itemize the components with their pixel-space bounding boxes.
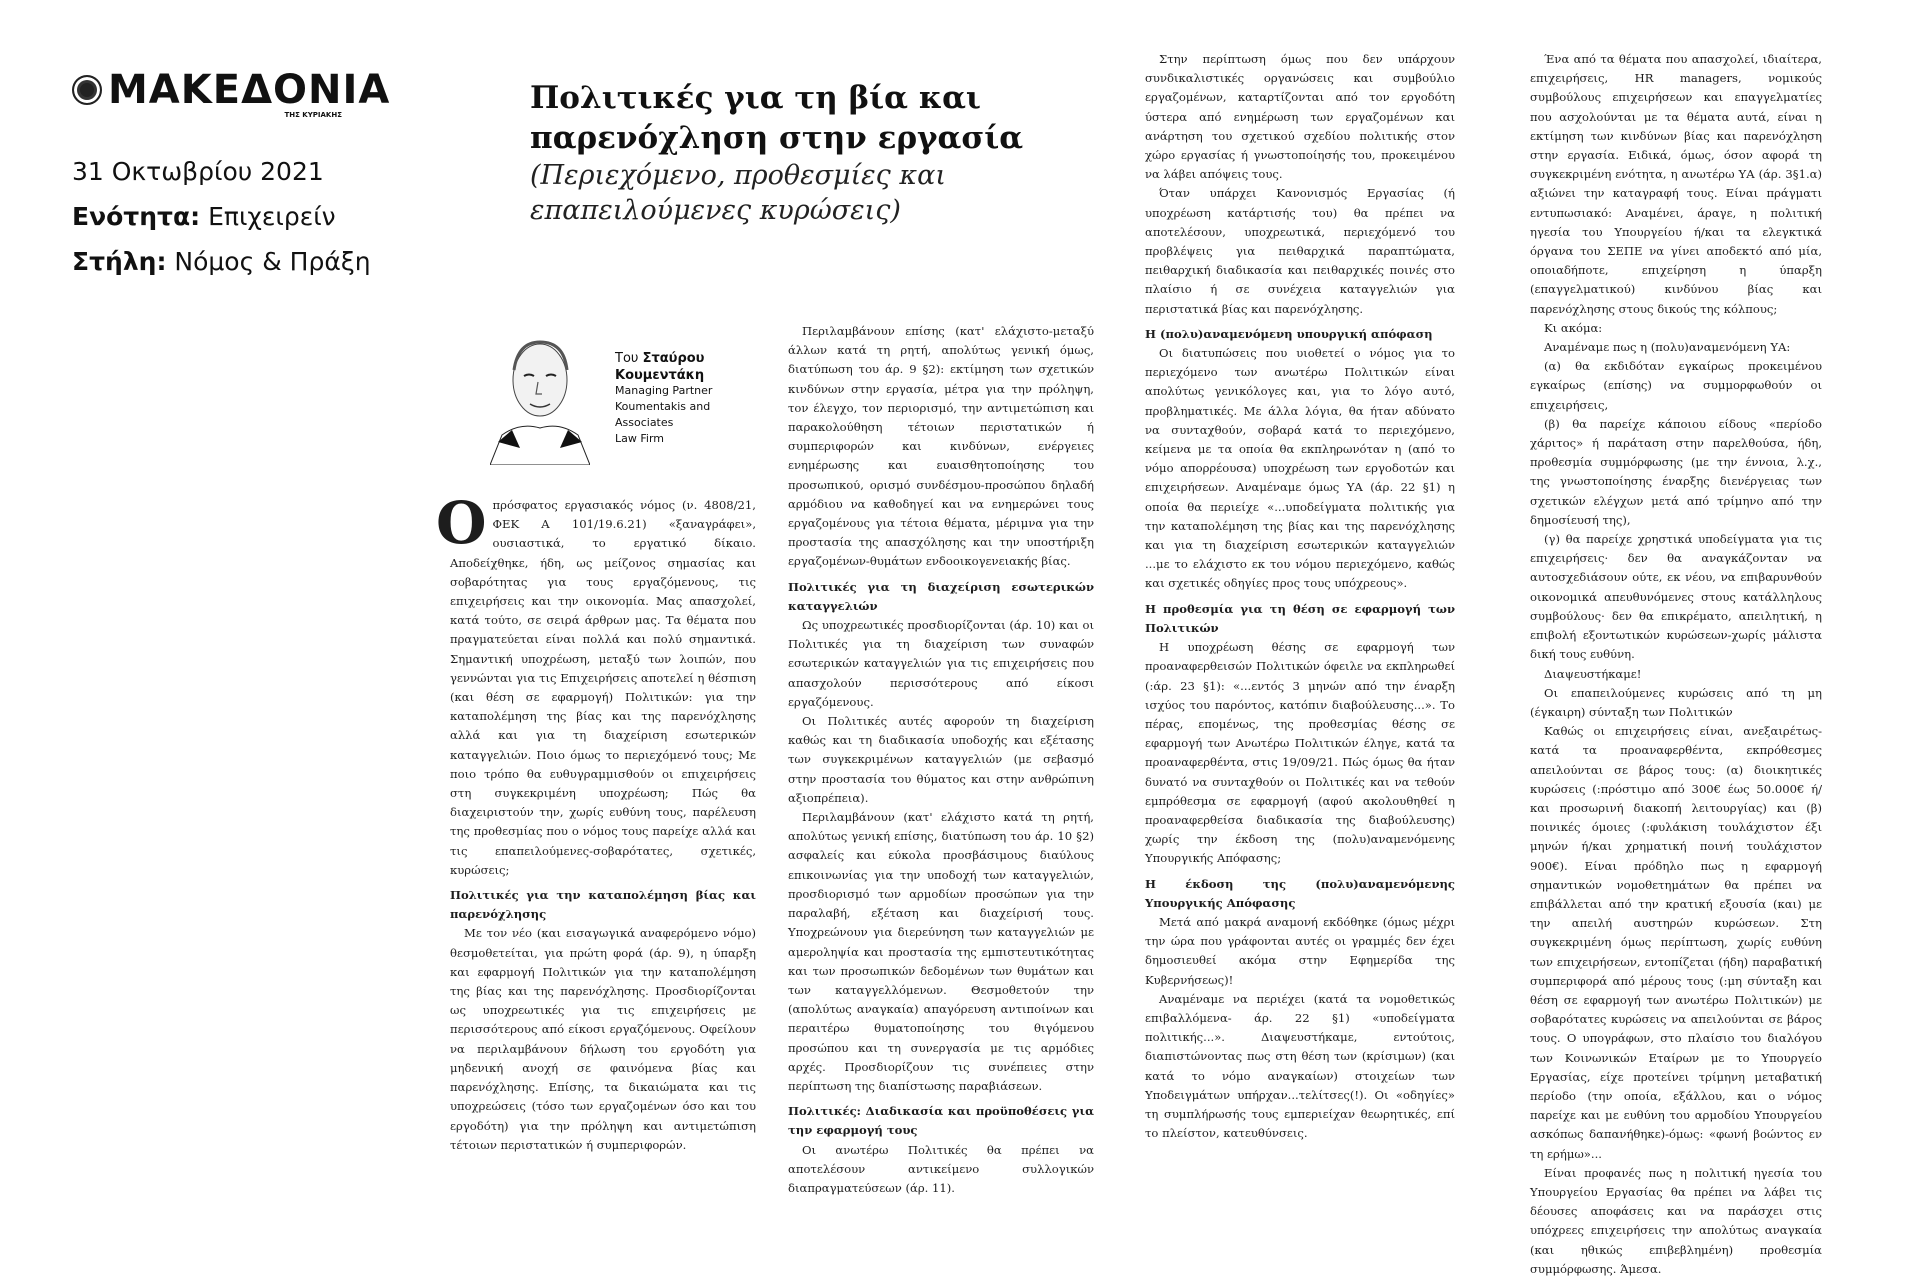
column-label: Στήλη: <box>72 247 167 276</box>
paragraph: Ένα από τα θέματα που απασχολεί, ιδιαίτερα, επιχειρήσεις, HR managers, νομικούς συμβούλους επιχειρήσεων και επαγγελματίες που ασχολούνται με τα θέματα αυτά, είναι η εκτίμηση των κινδύνων βίας και παρενόχληση στην εργασία. Ειδικά, όμως, όσον αφορά τη συγκεκριμένη ενότητα, η ανωτέρω ΥΑ (άρ. 3§1.α) αξιώνει την καταγραφή τους. Είναι πράγματι εντυπωσιακό: Αναμένει, άραγε, η πολιτική ηγεσία του Υπουργείου ή/και τα ελεγκτικά όργανα του ΣΕΠΕ να γίνει αποδεκτό από μία, οποιαδήποτε, επιχείρηση η ύπαρξη (επαγγελματικού) κινδύνου βίας και παρενόχλησης στους δικούς της κόλπους; <box>1530 52 1822 316</box>
logo-text: ΜΑΚΕΔΟΝΙΑ <box>108 67 391 113</box>
paragraph: Με τον νέο (και εισαγωγικά αναφερόμενο νόμο) θεσμοθετείται, για πρώτη φορά (άρ. 9), η ύπαρξη και εφαρμογή Πολιτικών για την καταπολέμηση της βίας και της παρενόχλησης. Προσδιορίζονται ως υποχρεωτικές για τις επιχειρήσεις με περισσότερους από είκοσι εργαζόμενους. Οφείλουν να περιλαμβάνουν δήλωση του εργοδότη για μηδενική ανοχή σε φαινόμενα βίας και παρενόχλησης. Επίσης, τα δικαιώματα και τις υποχρεώσεις (τόσο των εργαζομένων όσο και του εργοδότη) για την πρόληψη και αντιμετώπιση τέτοιων περιστατικών ή συμπεριφορών. <box>450 926 756 1152</box>
article-column-4 <box>1530 50 1822 1279</box>
author-block <box>470 330 800 505</box>
subheading: Πολιτικές για την καταπολέμηση βίας και παρενόχλησης <box>450 888 756 922</box>
paragraph: Μετά από μακρά αναμονή εκδόθηκε (όμως μέχρι την ώρα που γράφονται αυτές οι γραμμές δεν έχει δημοσιευθεί ακόμα στην Εφημερίδα της Κυβερνήσεως)! <box>1145 914 1455 987</box>
lead-paragraph <box>436 489 756 880</box>
subheading: Πολιτικές: Διαδικασία και προϋποθέσεις για την εφαρμογή τους <box>788 1104 1094 1138</box>
author-role-1: Managing Partner <box>615 384 713 397</box>
section-value: Επιχειρείν <box>208 202 336 231</box>
subheading: Πολιτικές για τη διαχείριση εσωτερικών καταγγελιών <box>788 579 1094 613</box>
article-column-2 <box>788 322 1094 1198</box>
paragraph: Όταν υπάρχει Κανονισμός Εργασίας (ή υποχρέωση κατάρτισής του) θα πρέπει να αποτελέσουν, υποχρεωτικά, περιεχόμενό του προβλέψεις για πειθαρχικά παραπτώματα, πειθαρχική διαδικασία και πειθαρχικές ποινές στο πλαίσιο ή σε συνέχεια καταγγελιών για περιστατικά βίας και παρενόχλησης. <box>1145 186 1455 316</box>
author-role-4: Law Firm <box>615 432 664 445</box>
article-subtitle: (Περιεχόμενο, προθεσμίες και επαπειλούμενες κυρώσεις) <box>530 160 946 226</box>
author-info <box>615 350 712 447</box>
paragraph: Στην περίπτωση όμως που δεν υπάρχουν συνδικαλιστικές οργανώσεις και συμβούλιο εργαζομένων, καταρτίζονται από τον εργοδότη ύστερα από ενημέρωση των εργαζομένων και ανάρτηση του σχετικού σχεδίου πολιτικής στον χώρο εργασίας ή γνωστοποίησής του, προκειμένου να λάβει απόψεις τους. <box>1145 52 1455 182</box>
paragraph: Οι διατυπώσεις που υιοθετεί ο νόμος για το περιεχόμενο των ανωτέρω Πολιτικών είναι απολύτως γενικόλογες και, για το λόγο αυτό, προβληματικές. Με άλλα λόγια, θα ήταν αδύνατο να συνταχθούν, σοβαρά κατά το περιεχόμενο, κείμενα με τα οποία θα εκπληρωνόταν η (από το νόμο απορρέουσα) υποχρέωση των εργοδοτών και επιχειρήσεων. Αναμέναμε όμως ΥΑ (άρ. 22 §1) η οποία θα περιείχε «...υποδείγματα πολιτικής για την καταπολέμηση της βίας και της παρενόχλησης και για τη διαχείριση εσωτερικών καταγγελιών ...με το ελάχιστο εκ του νόμου περιεχόμενο, καθώς και σχετικές οδηγίες προς τους υπόχρεους». <box>1145 346 1455 591</box>
paragraph: Είναι προφανές πως η πολιτική ηγεσία του Υπουργείου Εργασίας θα πρέπει να λάβει τις δέουσες αποφάσεις και να παράσχει στις υπόχρεες επιχειρήσεις την απολύτως αναγκαία (και ηθικώς επιβεβλημένη) προθεσμία συμμόρφωσης. Άμεσα. <box>1530 1165 1822 1276</box>
section-label: Ενότητα: <box>72 202 201 231</box>
paragraph: Οι επαπειλούμενες κυρώσεις από τη μη (έγκαιρη) σύνταξη των Πολιτικών <box>1530 685 1822 719</box>
paragraph: Διαψευστήκαμε! <box>1544 666 1642 681</box>
article-headline <box>530 78 1030 228</box>
subheading: Η (πολυ)αναμενόμενη υπουργική απόφαση <box>1145 326 1433 341</box>
article-column-3 <box>1145 50 1455 1143</box>
publication-meta <box>72 67 412 276</box>
author-by: Του <box>615 351 639 366</box>
paragraph: Οι Πολιτικές αυτές αφορούν τη διαχείριση καθώς και τη διαδικασία υποδοχής και εξέτασης των συγκεκριμένων καταγγελιών (με σεβασμό στην προστασία του θύματος και στην ανθρώπινη αξιοπρέπεια). <box>788 714 1094 805</box>
author-first-name: Σταύρου <box>642 351 705 366</box>
author-role-2: Koumentakis and <box>615 400 711 413</box>
column-value: Νόμος & Πράξη <box>174 247 371 276</box>
article-column-1 <box>436 489 756 1155</box>
dropcap: Ο <box>436 489 487 557</box>
author-role-3: Associates <box>615 416 674 429</box>
paragraph: Περιλαμβάνουν επίσης (κατ' ελάχιστο-μεταξύ άλλων κατά τη ρητή, απολύτως γενική όμως, διατύπωση του άρ. 9 §2): εκτίμηση των σχετικών κινδύνων στην εργασία, μέτρα για την πρόληψη, τον έλεγχο, τον περιορισμό, την αντιμετώπιση και παρακολούθηση τέτοιων περιστατικών ή συμπεριφορών και κινδύνων, ενέργειες ενημέρωσης και ευαισθητοποίησης του προσωπικού, ορισμό συνδέσμου-προσώπου δηλαδή αρμόδιου να καθοδηγεί και να ενημερώνει τους εργαζομένους για τέτοια θέματα, μέριμνα για την προστασία της απασχόλησης και την υποστήριξη εργαζομένων-θυμάτων ενδοοικογενειακής βίας. <box>788 324 1094 569</box>
column-line <box>72 247 412 276</box>
publication-date: 31 Οκτωβρίου 2021 <box>72 157 324 186</box>
article-title: Πολιτικές για τη βία και παρενόχληση στην εργασία <box>530 80 1024 156</box>
paragraph: (β) θα παρείχε κάποιου είδους «περίοδο χάριτος» ή παράταση στην παρελθούσα, ήδη, προθεσμία συμμόρφωσης (με την έννοια, λ.χ., της γνωστοποίησης έναρξης διενέργειας των σχετικών ελέγχων μετά από τρίμηνο από την δημοσίευσή της), <box>1530 416 1822 527</box>
logo-subtext: ΤΗΣ ΚΥΡΙΑΚΗΣ <box>284 111 342 119</box>
paragraph: Κι ακόμα: <box>1544 320 1603 335</box>
paragraph: Περιλαμβάνουν (κατ' ελάχιστο κατά τη ρητή, απολύτως γενική επίσης, διατύπωση του άρ. 10 §2) ασφαλείς και εύκολα προσβάσιμους διαύλους επικοινωνίας για την υποδοχή των καταγγελιών, προσδιορισμό των αρμοδίων προσώπων για την παραλαβή, εξέταση και διαχείρισή τους. Υποχρεώνουν για διερεύνηση των καταγγελιών με αμεροληψία και προστασία της εμπιστευτικότητας και των προσωπικών δεδομένων των θυμάτων και των καταγγελλόμενων. Θεσμοθετούν την (απολύτως αναγκαία) απαγόρευση αντιποίνων και περαιτέρω θυματοποίησης του θιγόμενου προσώπου και τη συνεργασία με τις αρμόδιες αρχές. Προσδιορίζουν τις συνέπειες στην περίπτωση της διαπίστωσης παραβιάσεων. <box>788 810 1094 1093</box>
author-last-name: Κουμεντάκη <box>615 368 705 383</box>
coin-emblem-icon <box>72 75 102 105</box>
subheading: Η έκδοση της (πολυ)αναμενόμενης Υπουργικής Απόφασης <box>1145 876 1455 910</box>
paragraph: Ως υποχρεωτικές προσδιορίζονται (άρ. 10) και οι Πολιτικές για τη διαχείριση των συναφών εσωτερικών καταγγελιών για τις επιχειρήσεις που απασχολούν περισσότερους από είκοσι εργαζόμενους. <box>788 618 1094 709</box>
paragraph: Αναμέναμε πως η (πολυ)αναμενόμενη ΥΑ: <box>1544 340 1791 355</box>
paragraph: Καθώς οι επιχειρήσεις είναι, ανεξαιρέτως-κατά τα προαναφερθέντα, εκπρόθεσμες απειλούνται σε βάρος τους: (α) διοικητικές κυρώσεις (:πρόστιμο από 300€ έως 50.000€ ή/και προσωρινή διακοπή λειτουργίας) και (β) ποινικές όμοιες (:φυλάκιση τουλάχιστον έξι μηνών ή/και χρηματική ποινή τουλάχιστον 900€). Είναι πρόδηλο πως η εφαρμογή σημαντικών νομοθετημάτων θα πρέπει να επιβάλλεται από την κρατική εξουσία (και) με την απειλή αυστηρών κυρώσεων. Στη συγκεκριμένη όμως περίπτωση, χωρίς ευθύνη των επιχειρήσεων, εντοπίζεται (ήδη) παραβατική συμπεριφορά από μέρους τους (:μη σύνταξη και θέση σε εφαρμογή των ανωτέρω Πολιτικών) με σοβαρότατες κυρώσεις να απειλούνται σε βάρος τους. Ο υπογράφων, στο πλαίσιο του διαλόγου των Κοινωνικών Εταίρων με το Υπουργείο Εργασίας, είχε προτείνει τρίμηνη μεταβατική περίοδο (την οποία, εξάλλου, και ο νόμος παρείχε και με ευθύνη του αρμοδίου Υπουργείου ασκόπως δαπανήθηκε)-όμως: «φωνή βοώντος εν τη ερήμω»... <box>1530 724 1822 1161</box>
paragraph: (γ) θα παρείχε χρηστικά υποδείγματα για τις επιχειρήσεις· δεν θα αναγκάζονταν να αυτοσχεδιάσουν ούτε, εκ νέου, να επιβαρυνθούν οικονομικά απευθυνόμενες στους κατάλληλους συμβούλους· δεν θα επικρέματο, απειλητική, η επιβολή εξοντωτικών κυρώσεων-χωρίς μάλιστα δική τους ευθύνη. <box>1530 532 1822 662</box>
paragraph: Οι ανωτέρω Πολιτικές θα πρέπει να αποτελέσουν αντικείμενο συλλογικών διαπραγματεύσεων (άρ. 11). <box>788 1142 1094 1195</box>
paragraph: Αναμέναμε να περιέχει (κατά τα νομοθετικώς επιβαλλόμενα- άρ. 22 §1) «υποδείγματα πολιτικής...». Διαψευστήκαμε, εντούτοις, διαπιστώνοντας πως στη θέση των (κρίσιμων) (και κατά το νόμο αναγκαίων) στοιχείων των Υποδειγμάτων υπήρχαν...τελίτσες(!). Οι «οδηγίες» τη συμπλήρωσής τους εμπεριείχαν θεωρητικές, επί το πλείστον, κατευθύνσεις. <box>1145 991 1455 1141</box>
author-portrait <box>490 330 590 465</box>
lead-text: πρόσφατος εργασιακός νόμος (ν. 4808/21, ΦΕΚ Α 101/19.6.21) «ξαναγράφει», ουσιαστικά, το εργατικό δίκαιο. Αποδείχθηκε, ήδη, ως μείζονος σημασίας και σοβαρότητας για τους εργαζόμενους, τις επιχειρήσεις και την οικονομία. Μας απασχολεί, κατά τούτο, σε σειρά άρθρων μας. Τα θέματα που πραγματεύεται είναι πολλά και πολύ σημαντικά. Σημαντική υποχρέωση, μεταξύ των λοιπών, που γεννώνται για τις Επιχειρήσεις αποτελεί η θέσπιση (και θέση σε εφαρμογή) Πολιτικών: για την καταπολέμηση της βίας και της παρενόχλησης αλλά και για τη διαχείριση εσωτερικών καταγγελιών. Ποιο όμως το περιεχόμενό τους; Με ποιο τρόπο θα ευθυγραμμισθούν οι επιχειρήσεις στη συγκεκριμένη υποχρέωση; Πώς θα διαχειριστούν την, χωρίς ευθύνη τους, παρέλευση της προθεσμίας που ο νόμος τους παρείχε αλλά και τις επαπειλούμενες-σοβαρότατες, σχετικές, κυρώσεις; <box>450 498 756 877</box>
section-line <box>72 202 412 231</box>
paragraph: (α) θα εκδιδόταν εγκαίρως προκειμένου εγκαίρως (επίσης) να συμμορφωθούν οι επιχειρήσεις, <box>1530 359 1822 412</box>
publication-logo <box>72 67 412 113</box>
paragraph: Η υποχρέωση θέσης σε εφαρμογή των προαναφερθεισών Πολιτικών όφειλε να εκπληρωθεί (:άρ. 23 §1): «...εντός 3 μηνών από την έναρξη ισχύος του παρόντος, κατόπιν διαβούλευσης...». Το πέρας, επομένως, της προθεσμίας θέσης σε εφαρμογή των Ανωτέρω Πολιτικών έληγε, κατά τα προαναφερθέντα, στις 19/09/21. Πώς όμως θα ήταν δυνατό να συνταχθούν οι Πολιτικές και να τεθούν εμπρόθεσμα σε εφαρμογή (αφού ακολουθηθεί η προαναφερθείσα διαδικασία της διαβούλευσης) χωρίς την έκδοση της (πολυ)αναμενόμενης Υπουργικής Απόφασης; <box>1145 640 1455 866</box>
author-byline <box>615 350 712 368</box>
subheading: Η προθεσμία για τη θέση σε εφαρμογή των Πολιτικών <box>1145 601 1455 635</box>
